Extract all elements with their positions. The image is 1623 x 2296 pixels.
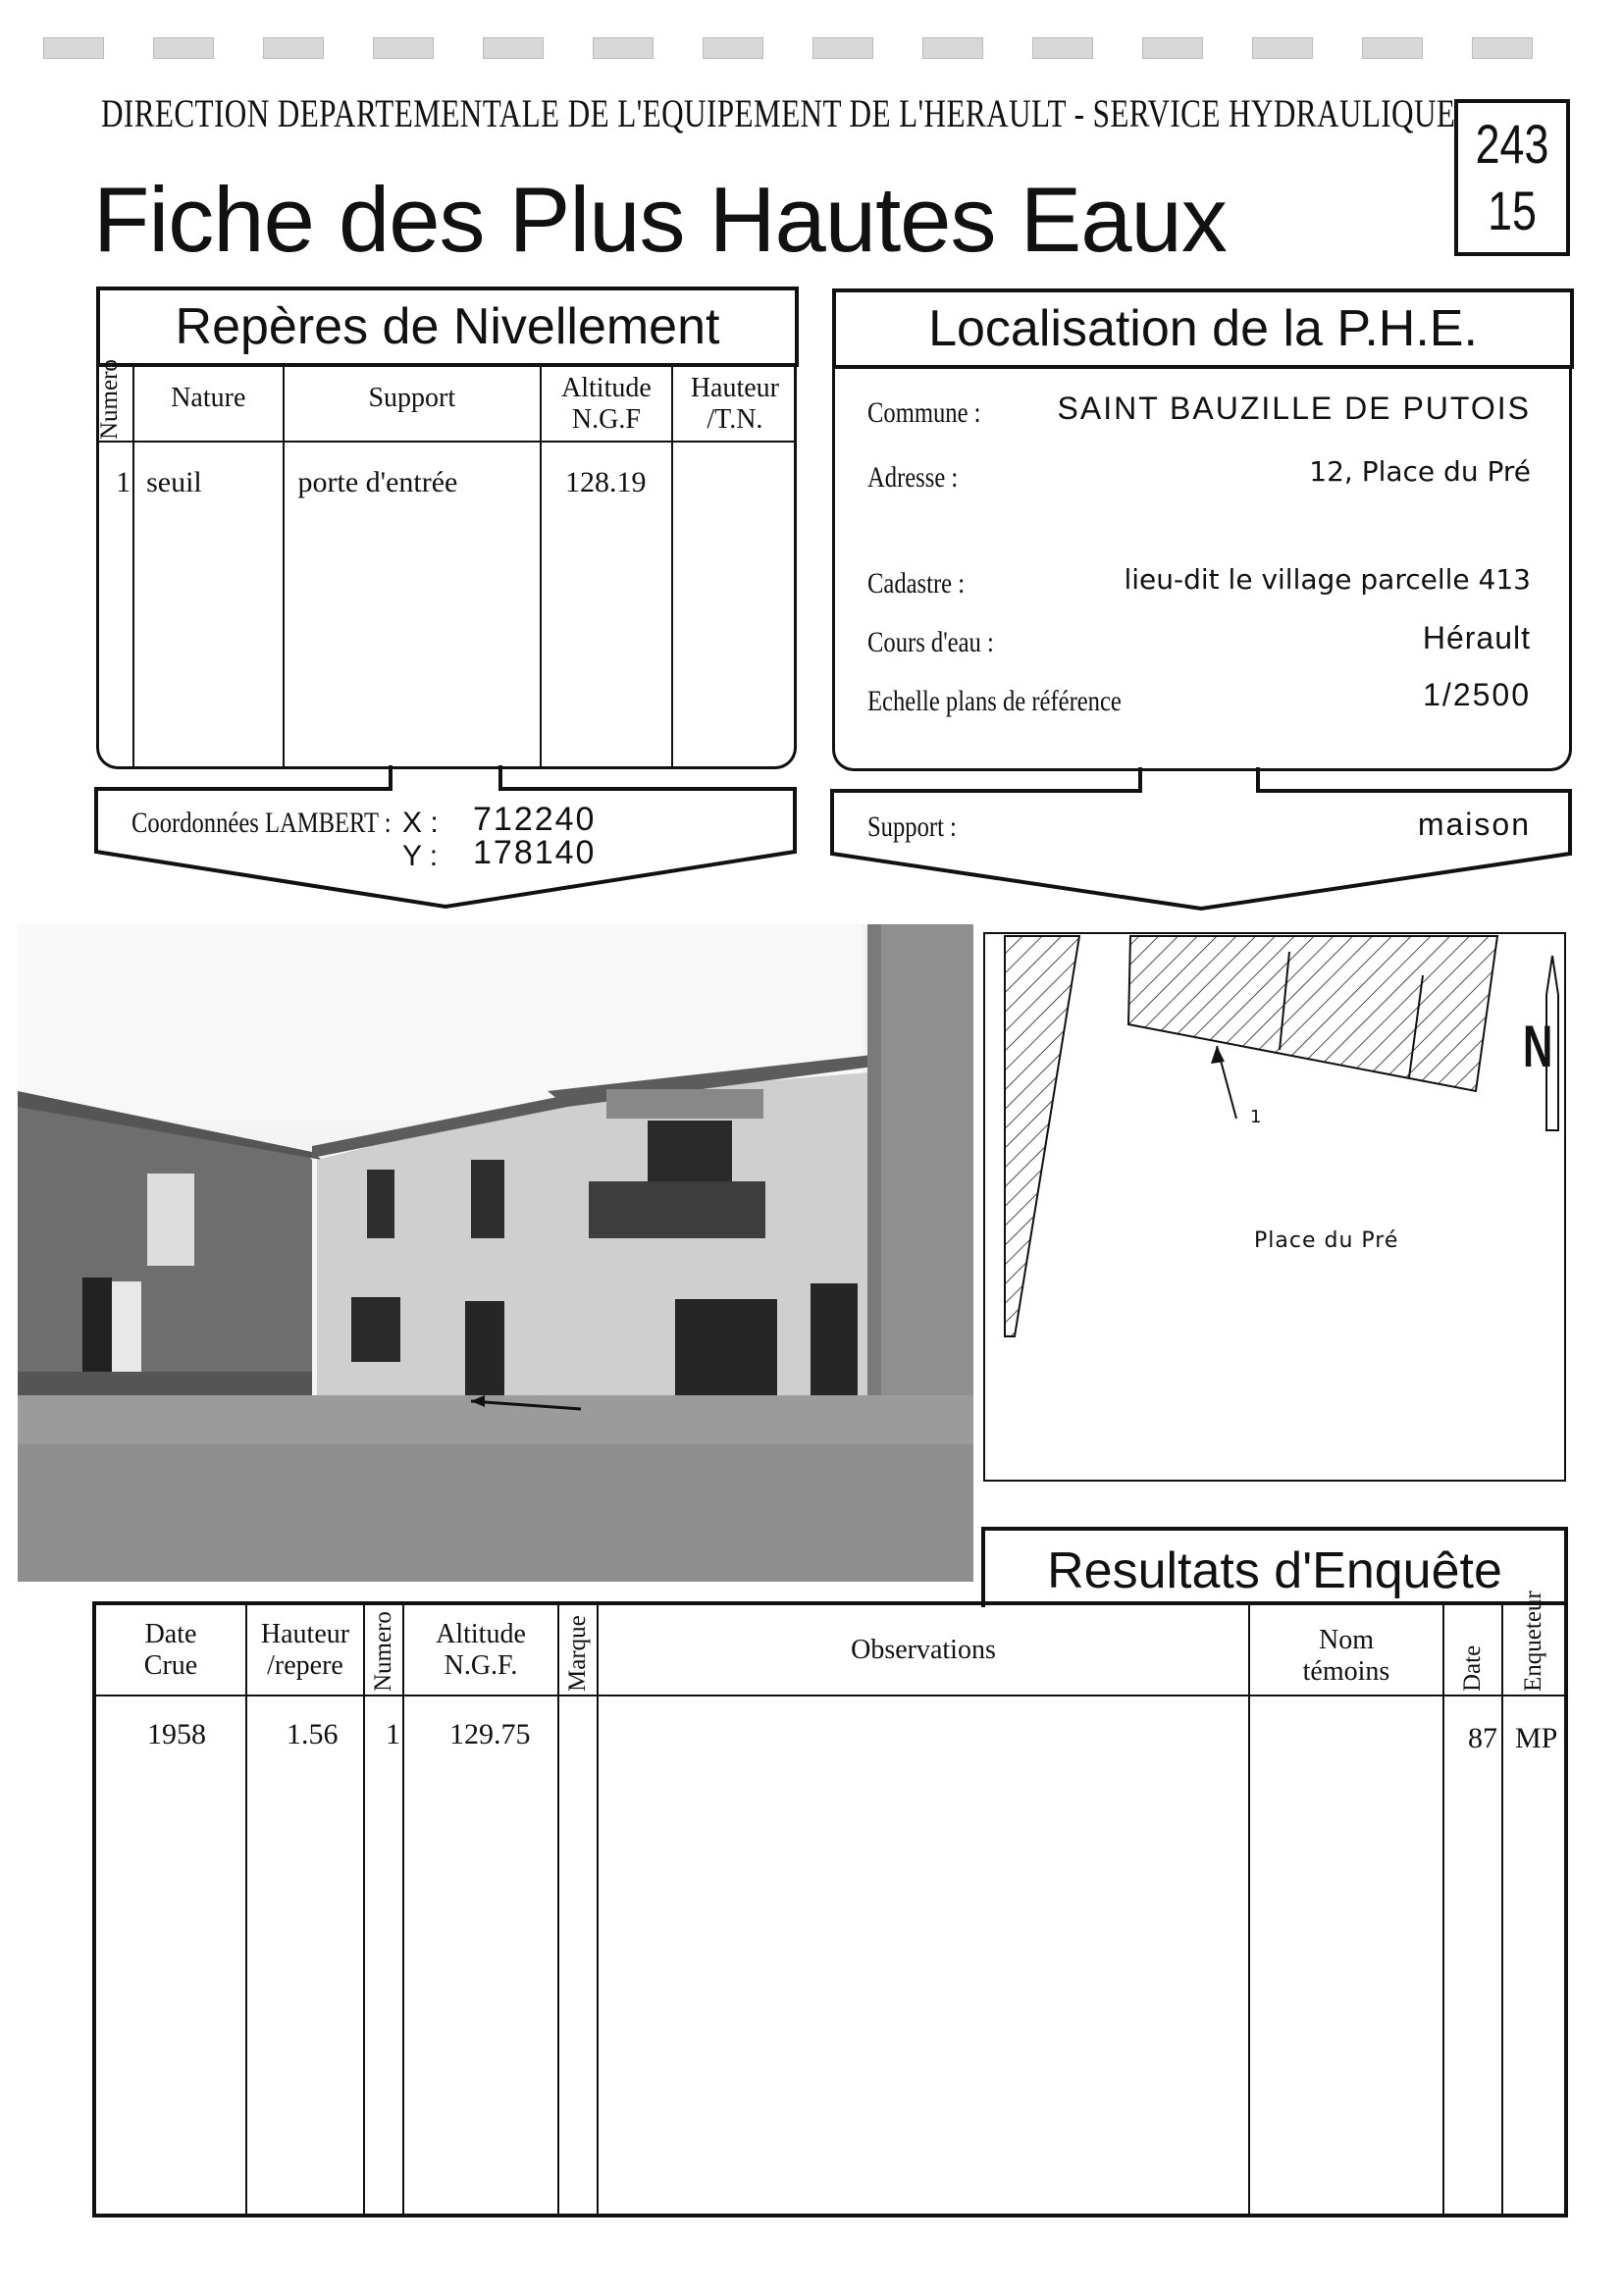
col-date-crue-label: Date Crue [143,1619,198,1681]
col-hauteur-label: Hauteur /T.N. [690,373,779,435]
binding-hole [373,37,434,59]
fiche-code-bottom: 15 [1488,180,1537,241]
fiche-code-top: 243 [1475,113,1549,175]
cell-hauteur-repere [246,1696,364,2214]
binding-hole [703,37,763,59]
col-numero-header [96,359,133,442]
house-photograph [18,924,973,1582]
col-numero-label: Numero [370,1611,396,1692]
table-row [96,442,797,767]
binding-hole [1142,37,1203,59]
echelle-label: Echelle plans de référence [867,685,1122,717]
col-altitude-label: Altitude N.G.F [561,373,652,435]
reperes-table [96,359,797,767]
cell-observations [598,1696,1249,2214]
col-date-label: Date [1459,1644,1486,1692]
cell-temoins [1249,1696,1443,2214]
col-altitude-header [541,367,672,442]
lambert-y-label: Y : [402,840,439,872]
cell-numero-value: 1 [386,1718,400,1750]
col-enqueteur-label: Enqueteur [1520,1591,1546,1692]
binding-hole [43,37,104,59]
fiche-code-box [1454,99,1570,256]
cell-hauteur-repere-value: 1.56 [287,1718,339,1750]
page-title: Fiche des Plus Hautes Eaux [93,168,1227,271]
cell-numero [96,442,133,767]
resultats-table [96,1591,1564,2214]
cell-support [284,442,542,767]
lambert-x-label: X : [402,807,439,839]
col-observations-header [598,1605,1249,1696]
support-label: Support : [867,810,957,843]
cell-nature [133,442,283,767]
cell-date-crue-value: 1958 [147,1718,206,1750]
col-marque-label: Marque [564,1615,591,1692]
cadastre-label: Cadastre : [867,567,966,600]
binding-hole [593,37,654,59]
cell-support-value: porte d'entrée [297,466,458,498]
cell-date-value: 87 [1468,1722,1497,1754]
support-value: maison [1417,807,1531,842]
cell-numero [364,1696,403,2214]
col-altitude-ngf-label: Altitude N.G.F. [436,1619,526,1681]
binding-hole [483,37,544,59]
echelle-value: 1/2500 [1423,677,1531,712]
col-hauteur-repere-label: Hauteur /repere [260,1619,350,1681]
col-support-label: Support [368,383,456,413]
cours-eau-label: Cours d'eau : [867,626,994,658]
sketch-drawing [985,934,1564,1480]
col-temoins-label: Nom témoins [1302,1625,1390,1687]
col-numero-label: Numero [96,359,123,440]
cadastre-value: lieu-dit le village parcelle 413 [1124,563,1531,596]
cell-enqueteur-value: MP [1515,1722,1558,1754]
binding-hole [1252,37,1313,59]
col-altitude-ngf-header [403,1605,558,1696]
cell-altitude-ngf [403,1696,558,2214]
cours-eau-value: Hérault [1422,620,1531,655]
col-nature-label: Nature [171,383,246,413]
col-enqueteur-header [1502,1591,1564,1696]
adresse-value: 12, Place du Pré [1309,455,1531,488]
localisation-title: Localisation de la P.H.E. [832,288,1574,369]
cell-nature-value: seuil [146,466,202,498]
col-observations-label: Observations [851,1635,996,1665]
cell-numero-value: 1 [116,466,131,498]
col-numero-header [364,1605,403,1696]
table-row [96,1696,1564,2214]
commune-value: SAINT BAUZILLE DE PUTOIS [1057,391,1531,426]
cell-hauteur [672,442,797,767]
reperes-title: Repères de Nivellement [96,287,799,367]
lambert-label: Coordonnées LAMBERT : [131,807,392,839]
cell-enqueteur [1502,1696,1564,2214]
lambert-y-value: 178140 [473,834,597,871]
place-label: Place du Pré [1254,1228,1399,1253]
commune-label: Commune : [867,396,981,429]
cell-date-crue [96,1696,246,2214]
cell-altitude-ngf-value: 129.75 [449,1718,531,1750]
cell-altitude-value: 128.19 [565,466,647,498]
binding-holes [39,33,1590,63]
col-hauteur-header [672,367,797,442]
cell-date [1443,1696,1502,2214]
col-marque-header [558,1605,598,1696]
binding-hole [1362,37,1423,59]
col-support-header [284,367,542,442]
binding-hole [263,37,324,59]
resultats-title: Resultats d'Enquête [981,1527,1568,1607]
cell-altitude [541,442,672,767]
sketch-marker-label: 1 [1250,1107,1262,1127]
binding-hole [153,37,214,59]
lambert-x-value: 712240 [473,801,597,838]
house-photo-drawing [18,924,973,1582]
north-arrow-icon: N [1523,1014,1553,1079]
binding-hole [812,37,873,59]
col-date-header [1443,1605,1502,1696]
direction-header: DIRECTION DEPARTEMENTALE DE L'EQUIPEMENT DE L'HERAULT - SERVICE HYDRAULIQUE [101,91,1456,135]
cell-marque [558,1696,598,2214]
col-temoins-header [1249,1605,1443,1696]
location-sketch-map [983,932,1566,1482]
col-hauteur-repere-header [246,1605,364,1696]
col-nature-header [133,367,283,442]
binding-hole [1032,37,1093,59]
binding-hole [1472,37,1533,59]
adresse-label: Adresse : [867,461,959,494]
binding-hole [922,37,983,59]
col-date-crue-header [96,1605,246,1696]
